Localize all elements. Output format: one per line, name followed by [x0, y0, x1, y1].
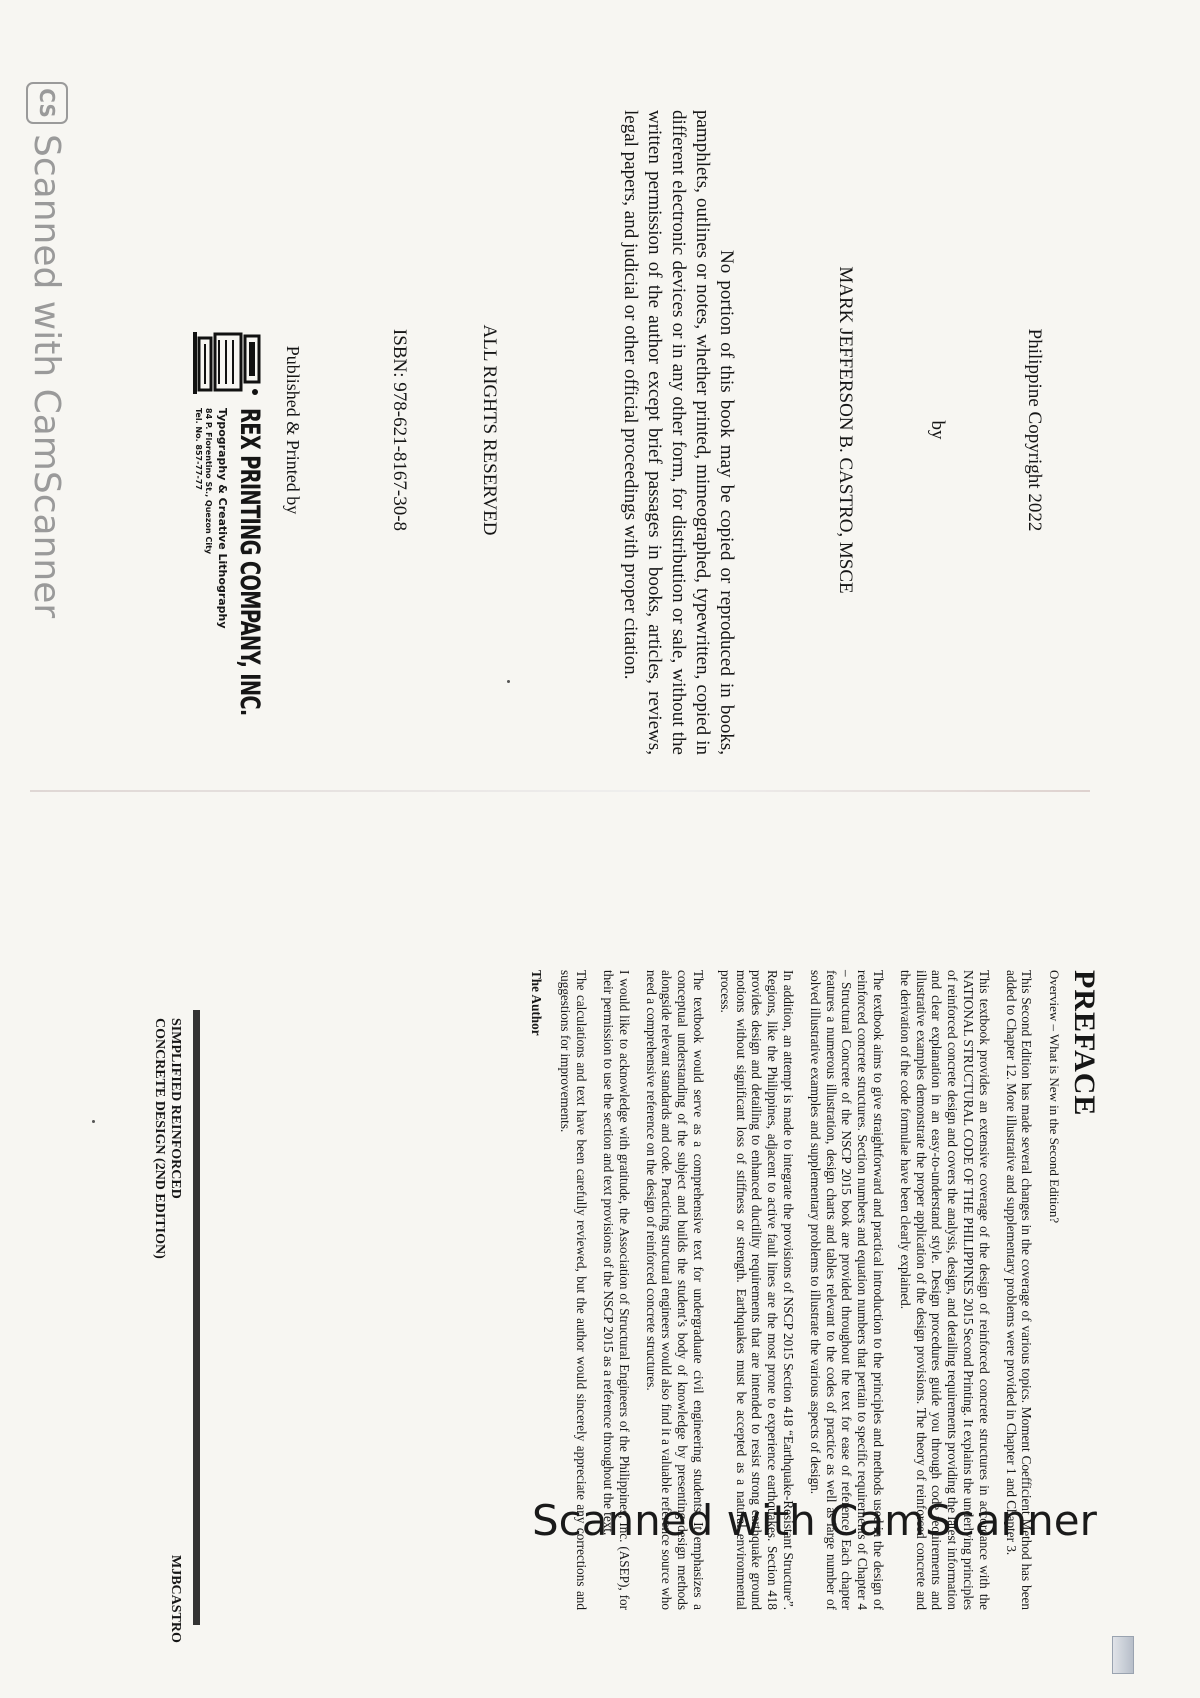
- preface-signoff: The Author: [528, 970, 544, 1036]
- preface-overview-text: Overview – What is New in the Second Edition?: [1047, 970, 1063, 1224]
- isbn: ISBN: 978-621-8167-30-8: [389, 328, 410, 532]
- publisher-block: [185, 330, 265, 750]
- publisher-name: REX PRINTING COMPANY, INC.: [234, 408, 265, 716]
- preface-paragraph: This Second Edition has made several changes in the coverage of various topics. Moment Coefficient Method has been added to Chapter 12. More illustrative and supplementary problems were provided in Chapter 1 and Chapter 3.: [1003, 970, 1035, 1610]
- page-tab-mark: [1112, 1636, 1134, 1674]
- copyright-notice: No portion of this book may be copied or reproduced in books, pamphlets, outlines or notes, whether printed, mimeographed, typewritten, copied in different electronic devices or in any other form, for distribution or sale, without the written permission of the author except brief passages in books, articles, reviews, legal papers, and judicial or other official proceedings with proper citation.: [620, 110, 737, 755]
- footer-book-title: [151, 1018, 183, 1259]
- copyright-title: Philippine Copyright 2022: [1024, 328, 1045, 532]
- author-name: MARK JEFFERSON B. CASTRO, MSCE: [835, 266, 856, 594]
- preface-paragraph: I would like to acknowledge with gratitude, the Association of Structural Engineers of the Philippines, Inc. (ASEP), for their permission to use the section and text provisions of the NSCP 2015 as a reference throughout the text.: [601, 970, 632, 1610]
- footer-rule: [193, 1010, 200, 1625]
- camscanner-watermark-small: [26, 82, 68, 618]
- printing-press-logo-icon: [191, 330, 263, 400]
- published-by-label: Published & Printed by: [283, 345, 303, 515]
- publisher-tagline: Typography & Creative Lithography: [216, 408, 229, 629]
- camscanner-label: Scanned with CamScanner: [26, 134, 68, 619]
- preface-heading: PREFACE: [1068, 970, 1101, 1117]
- rights-reserved: ALL RIGHTS RESERVED: [479, 324, 500, 536]
- scan-speck: [507, 680, 510, 683]
- preface-paragraph: The calculations and text have been carefully reviewed, but the author would sincerely appreciate any corrections and suggestions for improvements.: [558, 970, 590, 1610]
- scan-speck: [92, 1120, 95, 1123]
- camscanner-watermark-large: Scanned with CamScanner: [532, 1496, 1097, 1545]
- footer-book-line1: SIMPLIFIED REINFORCED: [168, 1018, 183, 1199]
- preface-paragraph: In addition, an attempt is made to integrate the provisions of NSCP 2015 Section 418 “Earthquake-Resistant Structure”. Regions, like the Philippines, adjacent to active fault lines are the most prone to experience earthquakes. Section 418 provides design and detailing to enhanced ductility requirements that are intended to resist strong earthquake ground motions without significant loss of stiffness or strength. Earthquakes must be accepted as a natural environmental process.: [717, 970, 797, 1610]
- footer-author-code: MJBCASTRO: [168, 1555, 183, 1643]
- publisher-tel: Tel. No. 857-77-77: [194, 408, 203, 491]
- publisher-address: 84 P. Florentino St., Quezon City: [204, 408, 213, 555]
- preface-paragraph: The textbook aims to give straightforward and practical introduction to the principles and methods used in the design of reinforced concrete structures. Section numbers and equation numbers that pertain to specific requirements of Chapter 4 – Structural Concrete of the NSCP 2015 book are provided throughout the text for ease of reference. Each chapter features a numerous illustration, design charts and tables relevant to the codes of practice as well as large number of solved illustrative examples and supplementary problems to illustrate the various aspects of design.: [807, 970, 887, 1610]
- footer-book-line2: CONCRETE DESIGN (2ND EDITION): [152, 1018, 167, 1259]
- preface-paragraph: This textbook provides an extensive coverage of the design of reinforced concrete structures in accordance with the NATIONAL STRUCTURAL CODE OF THE PHILIPPINES 2015 Second Printing. It explains the underlying principles of reinforced concrete design and covers the analysis, design, and detailing requirements providing the latest information and clear explanation in an easy-to-understand style. Design procedures guide you through code requirements and illustrative examples demonstrate the proper application of the design provisions. The theory of reinforced concrete and the derivation of the code formulae have been clearly explained.: [897, 970, 992, 1610]
- preface-paragraph: The textbook would serve as a comprehensive text for undergraduate civil engineering students. It emphasizes a conceptual understanding of the subject and builds the student’s body of knowledge by presenting design methods alongside relevant standards and code. Practicing structural engineers would also find it a valuable reference source who need a comprehensive reference on the design of reinforced concrete structures.: [643, 970, 707, 1610]
- copyright-by: by: [927, 420, 948, 440]
- camscanner-logo-icon: CS: [26, 82, 68, 124]
- page-gutter: [30, 790, 1090, 792]
